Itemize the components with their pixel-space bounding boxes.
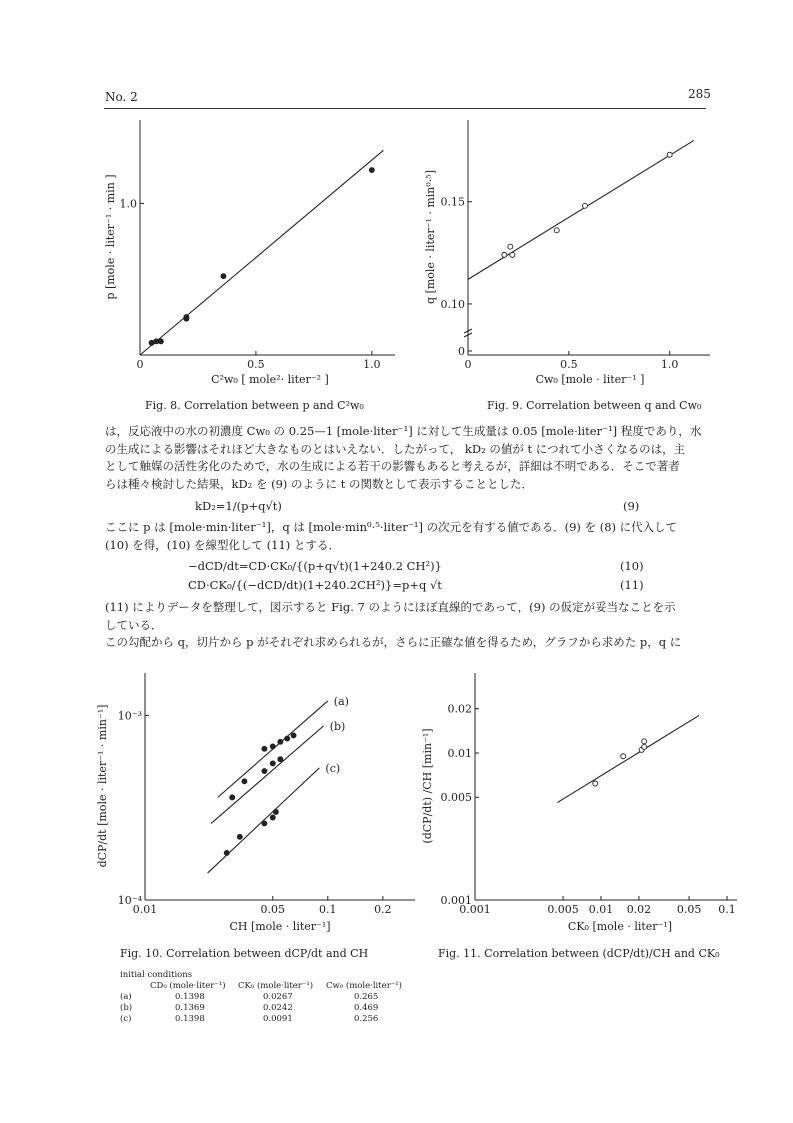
- data-point: [278, 739, 283, 744]
- x-tick-label: 0.02: [626, 903, 652, 916]
- data-point: [278, 757, 283, 762]
- fig8-caption: Fig. 8. Correlation between p and C²w₀: [145, 399, 364, 412]
- fit-line: [208, 768, 320, 873]
- equation-9: kD₂=1/(p+q√t): [195, 499, 282, 513]
- data-point: [270, 815, 275, 820]
- x-axis-label: Cw₀ [mole · liter⁻¹ ]: [535, 373, 645, 386]
- conditions-header-row: [120, 981, 416, 992]
- y-axis-label: (dCP/dt) /CH [min⁻¹]: [421, 728, 434, 844]
- y-tick-label: 0.005: [440, 791, 472, 805]
- data-point: [621, 754, 626, 759]
- data-point: [262, 821, 267, 826]
- data-point: [593, 781, 598, 786]
- conditions-header: CD₀ (mole·liter⁻¹): [150, 981, 226, 991]
- fit-line: [211, 726, 324, 824]
- data-point: [158, 339, 163, 344]
- data-point: [224, 850, 229, 855]
- x-tick-label: 0: [464, 358, 472, 371]
- body-line: (10) を得，(10) を線型化して (11) とする．: [105, 537, 340, 552]
- data-point: [237, 834, 242, 839]
- conditions-cell: 0.1369: [175, 1003, 205, 1013]
- x-tick-label: 1.0: [363, 358, 381, 371]
- conditions-row: [120, 1003, 416, 1014]
- conditions-title-text: initial conditions: [120, 970, 193, 980]
- fit-line: [140, 150, 383, 355]
- fit-line: [557, 715, 699, 802]
- body-line: の生成による影響はそれほど大きなものとはいえない．したがって， kD₂ の値が t につれて小さくなるのは，主: [105, 441, 686, 456]
- data-point: [230, 795, 235, 800]
- conditions-cell: 0.0242: [263, 1003, 293, 1013]
- conditions-cell: (b): [120, 1003, 133, 1013]
- y-tick-label: 10⁻⁴: [117, 894, 142, 907]
- data-point: [642, 744, 647, 749]
- body-line: らは種々検討した結果，kD₂ を (9) のように t の関数として表示することとした．: [105, 476, 533, 491]
- x-axis-label: C²w₀ [ mole²· liter⁻² ]: [211, 373, 329, 386]
- x-axis-label: CK₀ [mole · liter⁻¹]: [567, 920, 673, 933]
- body-line: している．: [105, 617, 163, 632]
- data-point: [273, 809, 278, 814]
- equation-11: CD·CK₀/{(−dCD/dt)(1+240.2CH²)}=p+q √t: [188, 578, 442, 592]
- data-point: [667, 152, 672, 157]
- conditions-cell: 0.0091: [263, 1014, 293, 1024]
- x-tick-label: 0.005: [547, 903, 579, 916]
- fig9-caption: Fig. 9. Correlation between q and Cw₀: [487, 399, 702, 412]
- equation-10: −dCD/dt=CD·CK₀/{(p+q√t)(1+240.2 CH²)}: [188, 559, 442, 573]
- x-axis-label: CH [mole · liter⁻¹]: [229, 920, 331, 933]
- body-text-3: [105, 599, 715, 652]
- equation-10-number: (10): [620, 559, 644, 573]
- initial-conditions-table: [120, 970, 416, 1025]
- x-tick-label: 0: [136, 358, 144, 371]
- conditions-cell: (a): [120, 992, 132, 1002]
- conditions-cell: 0.1398: [175, 1014, 205, 1024]
- series-label: (a): [333, 694, 349, 708]
- y-axis-label: dCP/dt [mole · liter⁻¹ · min⁻¹]: [96, 704, 109, 868]
- x-tick-label: 0.05: [676, 903, 702, 916]
- conditions-title: [120, 970, 416, 981]
- data-point: [369, 168, 374, 173]
- data-point: [262, 769, 267, 774]
- data-point: [242, 779, 247, 784]
- y-tick-label: 0.15: [440, 195, 465, 209]
- conditions-cell: 0.469: [354, 1003, 379, 1013]
- y-tick-label: 0.01: [447, 746, 472, 760]
- data-point: [270, 744, 275, 749]
- y-axis-label: p [mole · liter⁻¹ · min ]: [104, 174, 117, 300]
- data-point: [502, 252, 507, 257]
- fig10-chart: [90, 668, 420, 938]
- data-point: [184, 315, 189, 320]
- body-line: として触媒の活性劣化のためで，水の生成による若干の影響もあると考えるが，詳細は不明である．そこで著者: [105, 459, 680, 473]
- header-rule: [104, 108, 706, 109]
- conditions-cell: 0.1398: [175, 992, 205, 1002]
- series-label: (c): [325, 761, 341, 775]
- x-tick-label: 0.05: [260, 903, 286, 916]
- data-point: [291, 733, 296, 738]
- data-point: [554, 228, 559, 233]
- x-tick-label: 0.001: [459, 903, 491, 916]
- data-point: [582, 203, 587, 208]
- series-label: (b): [329, 719, 346, 733]
- fig10-caption: Fig. 10. Correlation between dCP/dt and CH: [120, 947, 369, 960]
- body-line: この勾配から q，切片から p がそれぞれ求められるが，さらに正確な値を得るため，グラフから求めた p，q に: [105, 635, 682, 649]
- data-point: [508, 244, 513, 249]
- x-tick-label: 0.2: [374, 903, 392, 916]
- conditions-header: [120, 981, 150, 992]
- x-tick-label: 0.1: [718, 903, 736, 916]
- y-tick-label: 10⁻³: [117, 709, 142, 723]
- x-tick-label: 1.0: [660, 358, 679, 371]
- body-text-2: [105, 519, 715, 554]
- data-point: [221, 274, 226, 279]
- y-tick-label: 0.10: [440, 297, 465, 311]
- y-tick-label: 0.001: [440, 894, 472, 907]
- equation-11-number: (11): [620, 578, 644, 592]
- body-line: ここに p は [mole·min·liter⁻¹]，q は [mole·min⁰·⁵·liter⁻¹] の次元を有する値である．(9) を (8) に代入して: [105, 520, 678, 534]
- body-line: (11) によりデータを整理して，図示すると Fig. 7 のようにほぼ直線的であって，(9) の仮定が妥当なことを示: [105, 600, 676, 614]
- page-number: 285: [688, 87, 711, 101]
- y-tick-label: 0.02: [447, 702, 472, 716]
- fit-line: [468, 140, 694, 279]
- equation-9-number: (9): [623, 499, 640, 513]
- fig9-chart: [420, 115, 720, 390]
- conditions-row: [120, 1014, 416, 1025]
- y-axis-label: q [mole · liter⁻¹ · min⁰·⁵]: [424, 170, 437, 304]
- conditions-header: Cw₀ (mole·liter⁻¹): [326, 981, 402, 991]
- data-point: [285, 736, 290, 741]
- data-point: [642, 739, 647, 744]
- fig11-caption: Fig. 11. Correlation between (dCP/dt)/CH and CK₀: [438, 947, 720, 960]
- conditions-header: CK₀ (mole·liter⁻¹): [238, 981, 314, 991]
- x-tick-label: 0.01: [132, 903, 158, 916]
- body-line: は，反応液中の水の初濃度 Cw₀ の 0.25—1 [mole·liter⁻¹] に対して生成量は 0.05 [mole·liter⁻¹] 程度であり，水: [105, 424, 702, 438]
- fig11-chart: [415, 668, 745, 938]
- issue-number: No. 2: [105, 90, 138, 104]
- data-point: [262, 746, 267, 751]
- y-tick-label: 1.0: [119, 197, 137, 211]
- conditions-cell: (c): [120, 1014, 132, 1024]
- conditions-cell: 0.265: [354, 992, 379, 1002]
- body-text-1: [105, 423, 715, 493]
- x-tick-label: 0.1: [319, 903, 337, 916]
- conditions-cell: 0.0267: [263, 992, 293, 1002]
- x-tick-label: 0.5: [247, 358, 265, 371]
- conditions-row: [120, 992, 416, 1003]
- data-point: [270, 761, 275, 766]
- data-point: [510, 252, 515, 257]
- x-tick-label: 0.5: [560, 358, 578, 371]
- fig8-chart: [100, 115, 400, 390]
- y-tick-label: 0: [458, 345, 465, 358]
- conditions-cell: 0.256: [354, 1014, 379, 1024]
- x-tick-label: 0.01: [588, 903, 614, 916]
